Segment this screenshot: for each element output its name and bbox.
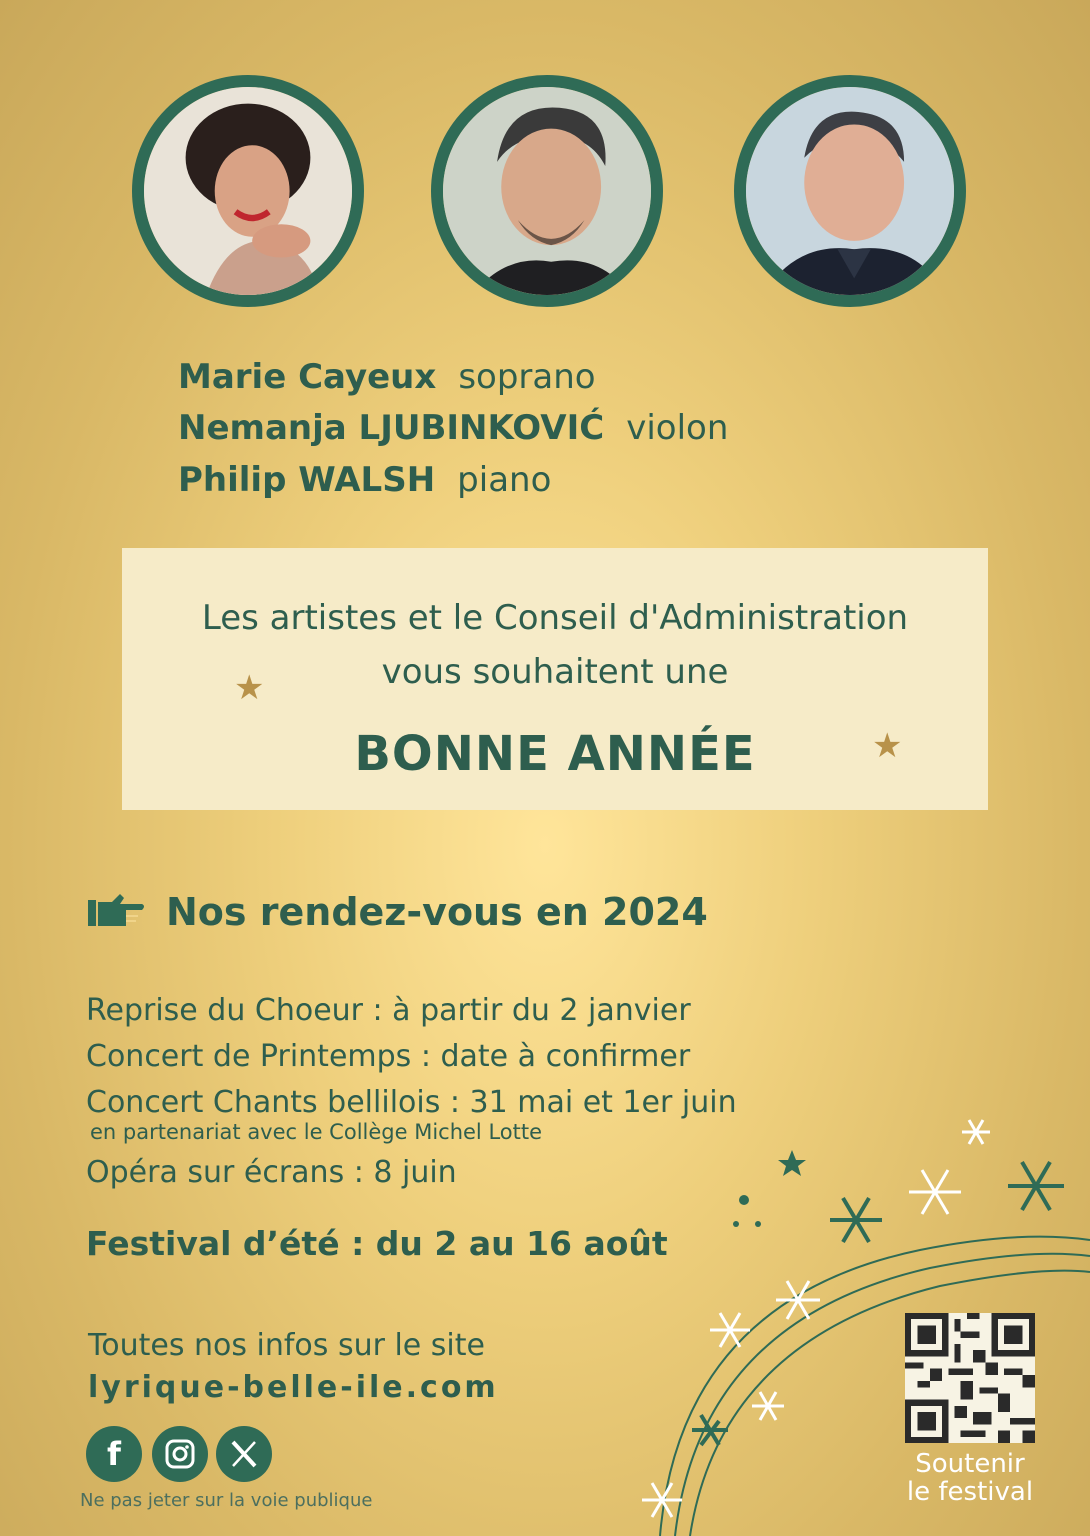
website-link[interactable]: lyrique-belle-ile.com xyxy=(88,1370,499,1405)
pointing-hand-icon xyxy=(86,890,146,939)
artist-role: violon xyxy=(626,408,729,448)
instagram-icon[interactable] xyxy=(152,1426,208,1482)
artist-name: Nemanja LJUBINKOVIĆ xyxy=(178,408,605,448)
event-item: Concert de Printemps : date à confirmer xyxy=(86,1039,691,1074)
greeting-line-2: vous souhaitent une xyxy=(381,652,729,692)
events-heading xyxy=(86,890,708,939)
partner-note: en partenariat avec le Collège Michel Lotte xyxy=(90,1120,543,1144)
portrait-nemanja-ljubinkovic xyxy=(431,75,663,307)
artist-line-2 xyxy=(178,408,728,448)
support-festival-label xyxy=(895,1450,1045,1506)
qr-code[interactable] xyxy=(905,1313,1035,1443)
infos-label: Toutes nos infos sur le site xyxy=(88,1328,485,1363)
artist-name: Marie Cayeux xyxy=(178,357,437,397)
events-heading-text: Nos rendez-vous en 2024 xyxy=(166,890,708,934)
artist-line-3 xyxy=(178,460,551,500)
portrait-marie-cayeux xyxy=(132,75,364,307)
greeting-box xyxy=(122,548,988,810)
facebook-icon[interactable]: f xyxy=(86,1426,142,1482)
event-item-opera: Opéra sur écrans : 8 juin xyxy=(86,1155,457,1190)
event-item-festival: Festival d’été : du 2 au 16 août xyxy=(86,1224,668,1263)
x-icon[interactable] xyxy=(216,1426,272,1482)
event-item: Concert Chants bellilois : 31 mai et 1er juin xyxy=(86,1085,737,1120)
support-line-2: le festival xyxy=(906,1477,1034,1507)
artist-role: soprano xyxy=(458,357,596,397)
disclaimer: Ne pas jeter sur la voie publique xyxy=(80,1490,373,1511)
greeting-headline: BONNE ANNÉE xyxy=(354,726,756,782)
artist-name: Philip WALSH xyxy=(178,460,436,500)
support-line-1: Soutenir xyxy=(915,1449,1025,1479)
greeting-line-1: Les artistes et le Conseil d'Administration xyxy=(201,598,909,638)
artist-role: piano xyxy=(457,460,552,500)
star-icon: ★ xyxy=(872,726,903,766)
portrait-philip-walsh xyxy=(734,75,966,307)
event-item: Reprise du Choeur : à partir du 2 janvier xyxy=(86,993,691,1028)
artist-line-1 xyxy=(178,357,596,397)
star-icon: ★ xyxy=(234,668,265,708)
